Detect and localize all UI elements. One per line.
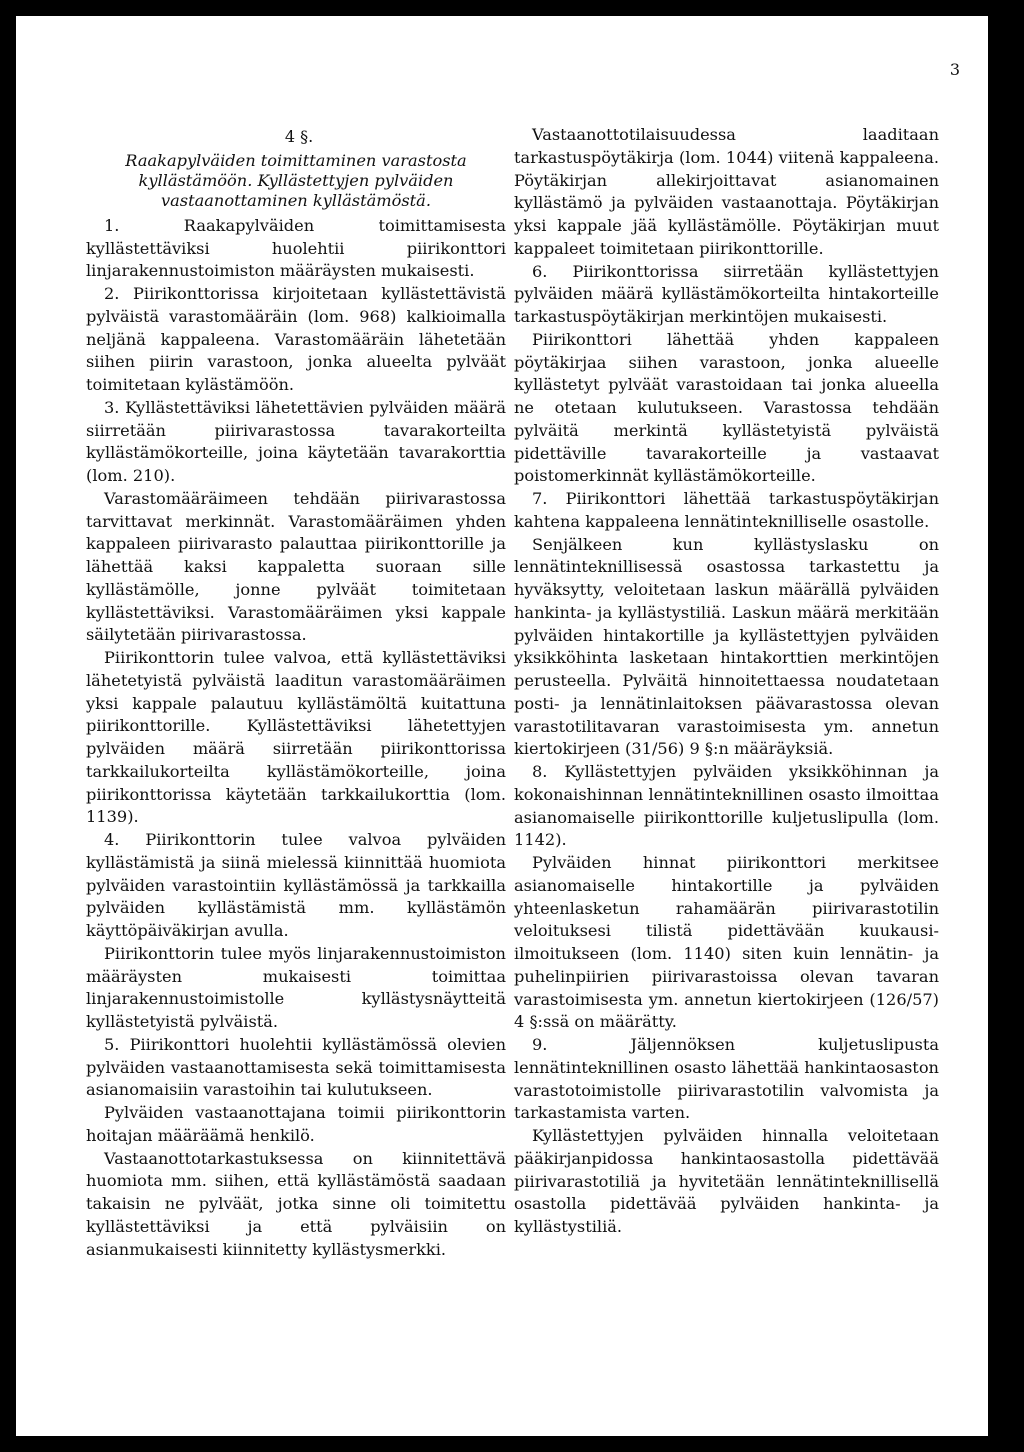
paragraph: Vastaanottotilaisuudessa laaditaan tarkastuspöytäkirja (lom. 1044) viitenä kappaleena. Pöytäkirjan allekirjoittavat asianomainen kyllästämö ja pylväiden vastaanottaja. Pöytäkirjan yksi kappale jää kyllästämölle. Pöytäkirjan muut kappaleet toimitetaan piirikonttorille.: [514, 125, 939, 258]
paragraph: 5. Piirikonttori huolehtii kyllästämössä olevien pylväiden vastaanottamisesta sekä toimittamisesta asianomaisiin varastoihin tai kulutukseen.: [86, 1034, 506, 1100]
section-title: Raakapylväiden toimittaminen varastosta kyllästämöön. Kyllästettyjen pylväiden vastaanottaminen kyllästämöstä.: [125, 150, 467, 210]
paragraph: Vastaanottotarkastuksessa on kiinnitettävä huomiota mm. siihen, että kyllästämöstä saadaan takaisin ne pylväät, jotka sinne oli toimitettu kyllästettäviksi ja että pylväisiin on asianmukaisesti kiinnitetty kyllästysmerkki.: [86, 1148, 506, 1259]
paragraph: 2. Piirikonttorissa kirjoitetaan kyllästettävistä pylväistä varastomääräin (lom. 968) kalkioimalla neljänä kappaleena. Varastomääräin lähetetään siihen piirin varastoon, jonka alueelta pylväät toimitetaan kylästämöön.: [86, 284, 506, 394]
paragraph: Pylväiden hinnat piirikonttori merkitsee asianomaiselle hintakortille ja pylväiden yhteenlasketun rahamäärän piirivarastotilin veloituksesi tilistä pidettävään kuukausi-ilmoitukseen (lom. 1140) siten kuin lennätin- ja puhelinpiirien piirivarastoissa olevan tavaran varastoimisesta ym. annetun kiertokirjeen (126/57) 4 §:ssä on määrätty.: [514, 853, 939, 1032]
left-column: [86, 126, 506, 1261]
paragraph: 3. Kyllästettäviksi lähetettävien pylväiden määrä siirretään piirivarastossa tavarakorteilta kyllästämökorteille, joina käytetään tavarakorttia (lom. 210).: [86, 397, 506, 485]
paragraph: 4. Piirikonttorin tulee valvoa pylväiden kyllästämistä ja siinä mielessä kiinnittää huomiota pylväiden varastointiin kyllästämössä ja tarkkailla pylväiden kyllästämistä mm. kyllästämön käyttöpäiväkirjan avulla.: [86, 830, 506, 940]
left-paragraphs: [86, 215, 506, 1262]
paragraph: Pylväiden vastaanottajana toimii piirikonttorin hoitajan määräämä henkilö.: [86, 1103, 506, 1145]
document-page: [16, 16, 988, 1436]
paragraph: 6. Piirikonttorissa siirretään kyllästettyjen pylväiden määrä kyllästämökorteilta hintakorteille tarkastuspöytäkirjan merkintöjen mukaisesti.: [514, 261, 939, 326]
paragraph: Varastomääräimeen tehdään piirivarastossa tarvittavat merkinnät. Varastomääräimen yhden kappaleen piirivarasto palauttaa piirikonttorille ja lähettää kaksi kappaletta suoraan sille kyllästämölle, jonne pylväät toimitetaan kyllästettäviksi. Varastomääräimen yksi kappale säilytetään piirivarastossa.: [86, 488, 506, 645]
paragraph: 8. Kyllästettyjen pylväiden yksikköhinnan ja kokonaishinnan lennätinteknillinen osasto ilmoittaa asianomaiselle piirikonttorille kuljetuslipulla (lom. 1142).: [514, 762, 939, 850]
paragraph: Piirikonttorin tulee valvoa, että kyllästettäviksi lähetetyistä pylväistä laaditun varastomääräimen yksi kappale palautuu kyllästämöltä kuitattuna piirikonttorille. Kyllästettäviksi lähetettyjen pylväiden määrä siirretään piirikonttorissa tarkkailukorteilta kyllästämökorteille, joina piirikonttorissa käytetään tarkkailukorttia (lom. 1139).: [86, 648, 506, 827]
page-number: 3: [949, 60, 960, 79]
paragraph: 1. Raakapylväiden toimittamisesta kyllästettäviksi huolehtii piirikonttori linjarakennustoimiston määräysten mukaisesti.: [86, 215, 506, 281]
paragraph: 7. Piirikonttori lähettää tarkastuspöytäkirjan kahtena kappaleena lennätinteknilliselle osastolle.: [514, 489, 939, 531]
right-column: [514, 124, 939, 1239]
section-number: 4 §.: [284, 127, 314, 146]
paragraph: 9. Jäljennöksen kuljetuslipusta lennätinteknillinen osasto lähettää hankintaosaston varastotoimistolle piirivarastotilin valvomista ja tarkastamista varten.: [514, 1035, 939, 1123]
paragraph: Piirikonttori lähettää yhden kappaleen pöytäkirjaa siihen varastoon, jonka alueelle kyllästetyt pylväät varastoidaan tai jonka alueella ne otetaan kulutukseen. Varastossa tehdään pylväitä merkintä kyllästetyistä pylväistä pidettäville tavarakorteille ja vastaavat poistomerkinnät kyllästämökorteille.: [514, 329, 939, 486]
paragraph: Senjälkeen kun kyllästyslasku on lennätinteknillisessä osastossa tarkastettu ja hyväksytty, veloitetaan laskun määrällä pylväiden hankinta- ja kyllästystiliä. Laskun määrä merkitään pylväiden hintakortille ja kyllästettyjen pylväiden yksikköhinta lasketaan hintakorttien merkintöjen perusteella. Pylväitä hinnoitettaessa noudatetaan posti- ja lennätinlaitoksen päävarastossa olevan varastotilitavaran varastoimisesta ym. annetun kiertokirjeen (31/56) 9 §:n määräyksiä.: [514, 534, 939, 759]
paragraph: Piirikonttorin tulee myös linjarakennustoimiston määräysten mukaisesti toimittaa linjarakennustoimistolle kyllästysnäytteitä kyllästetyistä pylväistä.: [86, 943, 506, 1031]
right-paragraphs: [514, 124, 939, 1239]
paragraph: Kyllästettyjen pylväiden hinnalla veloitetaan pääkirjanpidossa hankintaosastolla pidettävää piirivarastotiliä ja hyvitetään lennätinteknillisellä osastolla pidettävää pylväiden hankinta- ja kyllästystiliä.: [514, 1126, 939, 1236]
